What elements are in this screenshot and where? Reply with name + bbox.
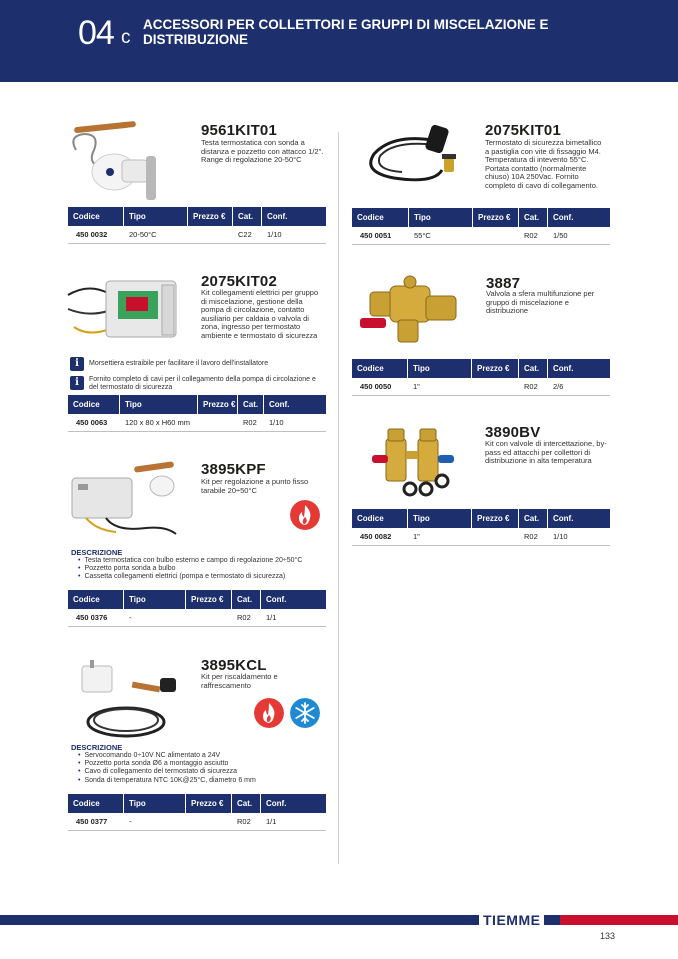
cell-conf: 1/10 (269, 418, 284, 427)
cell-code: 450 0063 (76, 418, 108, 427)
table-header (352, 208, 610, 227)
product-title-3890bv: 3890BV (485, 424, 541, 441)
col-cat: Cat. (232, 590, 261, 609)
cell-code: 450 0032 (76, 230, 108, 239)
col-code: Codice (68, 395, 120, 414)
col-code: Codice (352, 509, 408, 528)
table-row (352, 528, 610, 546)
table-row (68, 609, 326, 627)
col-type: Tipo (408, 509, 472, 528)
product-image-2075kit02 (66, 275, 186, 355)
table-row (68, 414, 326, 432)
page-number: 133 (600, 931, 616, 941)
col-price: Prezzo € (472, 359, 519, 378)
cell-cat: R02 (524, 382, 538, 391)
cell-conf: 2/6 (553, 382, 564, 391)
table-header (352, 509, 610, 528)
product-description-2075kit01: Termostato di sicurezza bimetallico a pastiglia con vite di fissaggio M4. Temperatura di intevento 55°C. Portata contatto (normalmente chiuso) 10A 250Vac. Fornito completo di cavo di collegamento. (485, 138, 602, 190)
col-price: Prezzo € (186, 794, 232, 813)
product-title-2075kit01: 2075KIT01 (485, 122, 562, 139)
cell-price (186, 609, 232, 626)
col-cat: Cat. (519, 208, 548, 227)
cell-price (188, 226, 233, 243)
col-conf: Conf. (266, 595, 287, 604)
product-table-9561kit01 (68, 207, 326, 244)
col-price: Prezzo € (472, 509, 519, 528)
product-title-3887: 3887 (486, 275, 521, 292)
cell-type: 1" (413, 382, 420, 391)
info-note-1 (70, 357, 326, 371)
section-letter: c (121, 27, 131, 48)
cell-code: 450 0050 (360, 382, 392, 391)
product-description-9561kit01: Testa termostatica con sonda a distanza e pozzetto con attacco 1/2". Range di regolazione 20-50°C (201, 138, 324, 165)
product-image-3895kcl (76, 660, 186, 740)
col-code: Codice (68, 590, 124, 609)
table-header (68, 794, 326, 813)
cell-cat: C22 (238, 230, 252, 239)
list-item: • Sonda di temperatura NTC 10K@25°C, diametro 6 mm (78, 777, 328, 785)
cell-type: - (129, 613, 132, 622)
col-conf: Conf. (267, 212, 288, 221)
description-list-3895kpf (78, 557, 328, 582)
flame-icon (290, 500, 320, 530)
table-row (68, 813, 326, 831)
product-table-2075kit02 (68, 395, 326, 432)
product-description-3895kpf: Kit per regolazione a punto fisso tarabile 20÷50°C (201, 477, 309, 495)
cell-code: 450 0082 (360, 532, 392, 541)
col-conf: Conf. (266, 799, 287, 808)
product-table-3895kpf (68, 590, 326, 627)
cell-cat: R02 (524, 532, 538, 541)
table-header (352, 359, 610, 378)
col-price: Prezzo € (198, 395, 238, 414)
cell-conf: 1/1 (266, 613, 277, 622)
cell-type: 120 x 80 x H60 mm (125, 418, 191, 427)
product-image-9561kit01 (66, 120, 166, 204)
info-icon: i (70, 357, 84, 371)
product-table-3895kcl (68, 794, 326, 831)
col-type: Tipo (124, 207, 188, 226)
col-code: Codice (352, 359, 408, 378)
col-price: Prezzo € (188, 207, 233, 226)
cell-cat: R02 (237, 817, 251, 826)
product-description-3890bv: Kit con valvole di intercettazione, by-pass ed attacchi per collettori di distribuzione in alta temperatura (485, 439, 607, 466)
table-row (68, 226, 326, 244)
cell-type: 20-50°C (129, 230, 157, 239)
list-item: • Cavo di collegamento del termostato di sicurezza (78, 768, 328, 776)
footer-accent (560, 915, 678, 925)
col-conf: Conf. (269, 400, 290, 409)
description-heading-3895kpf: DESCRIZIONE (71, 548, 123, 557)
cell-conf: 1/10 (553, 532, 568, 541)
table-header (68, 395, 326, 414)
cell-conf: 1/10 (267, 230, 282, 239)
col-cat: Cat. (519, 509, 548, 528)
cell-type: - (129, 817, 132, 826)
col-cat: Cat. (238, 395, 264, 414)
section-number: 04 (78, 14, 114, 52)
cell-cat: R02 (237, 613, 251, 622)
col-price: Prezzo € (186, 590, 232, 609)
product-title-9561kit01: 9561KIT01 (201, 122, 278, 139)
col-conf: Conf. (553, 364, 574, 373)
product-title-2075kit02: 2075KIT02 (201, 273, 278, 290)
cell-price (473, 227, 519, 244)
product-table-2075kit01 (352, 208, 610, 245)
product-description-3895kcl: Kit per riscaldamento e raffrescamento (201, 672, 278, 690)
col-cat: Cat. (233, 207, 262, 226)
product-title-3895kpf: 3895KPF (201, 461, 266, 478)
col-conf: Conf. (553, 514, 574, 523)
col-type: Tipo (120, 395, 198, 414)
footer-bar (0, 915, 560, 925)
list-item: • Pozzetto porta sonda Ø6 a montaggio asciutto (78, 760, 328, 768)
info-note-2 (70, 376, 326, 391)
column-divider (338, 132, 339, 864)
product-image-2075kit01 (366, 118, 476, 200)
cell-type: 55°C (414, 231, 431, 240)
product-description-3887: Valvola a sfera multifunzione per gruppo di miscelazione e distribuzione (486, 289, 595, 316)
product-table-3890bv (352, 509, 610, 546)
product-description-2075kit02: Kit collegamenti elettrici per gruppo di miscelazione, gestione della pompa di circolazione, contatto ausiliario per caldaia o valvola di zona, ingresso per termostato ambiente e termostato di sicurezza (201, 288, 319, 340)
description-list-3895kcl (78, 752, 328, 785)
cell-price (472, 378, 519, 395)
col-cat: Cat. (232, 794, 261, 813)
list-item: • Testa termostatica con bulbo esterno e campo di regolazione 20÷50°C (78, 557, 328, 565)
cell-price (186, 813, 232, 830)
cell-type: 1" (413, 532, 420, 541)
flame-icon (254, 698, 284, 728)
cell-code: 450 0051 (360, 231, 392, 240)
cell-conf: 1/1 (266, 817, 277, 826)
list-item: • Cassetta collegamenti elettrici (pompa e termostato di sicurezza) (78, 573, 328, 581)
product-image-3890bv (372, 425, 462, 497)
cell-price (198, 414, 238, 431)
col-code: Codice (68, 794, 124, 813)
table-row (352, 227, 610, 245)
info-note-text: Morsettiera estraibile per facilitare il lavoro dell'installatore (89, 360, 269, 367)
cell-code: 450 0376 (76, 613, 108, 622)
col-type: Tipo (409, 208, 473, 227)
product-image-3887 (360, 272, 470, 352)
product-table-3887 (352, 359, 610, 396)
brand-logo: TIEMME (479, 911, 544, 929)
cell-price (472, 528, 519, 545)
info-note-text: Fornito completo di cavi per il collegamento della pompa di circolazione e del termostato di sicurezza (89, 376, 316, 391)
description-heading-3895kcl: DESCRIZIONE (71, 743, 123, 752)
table-row (352, 378, 610, 396)
info-icon: i (70, 376, 84, 390)
col-conf: Conf. (553, 213, 574, 222)
cell-cat: R02 (524, 231, 538, 240)
col-type: Tipo (124, 794, 186, 813)
col-code: Codice (352, 208, 409, 227)
page-header (0, 0, 678, 82)
product-title-3895kcl: 3895KCL (201, 657, 267, 674)
cell-cat: R02 (243, 418, 257, 427)
col-code: Codice (68, 207, 124, 226)
table-header (68, 590, 326, 609)
cell-code: 450 0377 (76, 817, 108, 826)
cell-conf: 1/50 (553, 231, 568, 240)
product-image-3895kpf (66, 460, 186, 540)
col-cat: Cat. (519, 359, 548, 378)
table-header (68, 207, 326, 226)
list-item: • Servocomando 0÷10V NC alimentato a 24V (78, 752, 328, 760)
list-item: • Pozzetto porta sonda a bulbo (78, 565, 328, 573)
snowflake-icon (290, 698, 320, 728)
col-price: Prezzo € (473, 208, 519, 227)
col-type: Tipo (408, 359, 472, 378)
section-title: ACCESSORI PER COLLETTORI E GRUPPI DI MISCELAZIONE E DISTRIBUZIONE (143, 17, 549, 47)
col-type: Tipo (124, 590, 186, 609)
